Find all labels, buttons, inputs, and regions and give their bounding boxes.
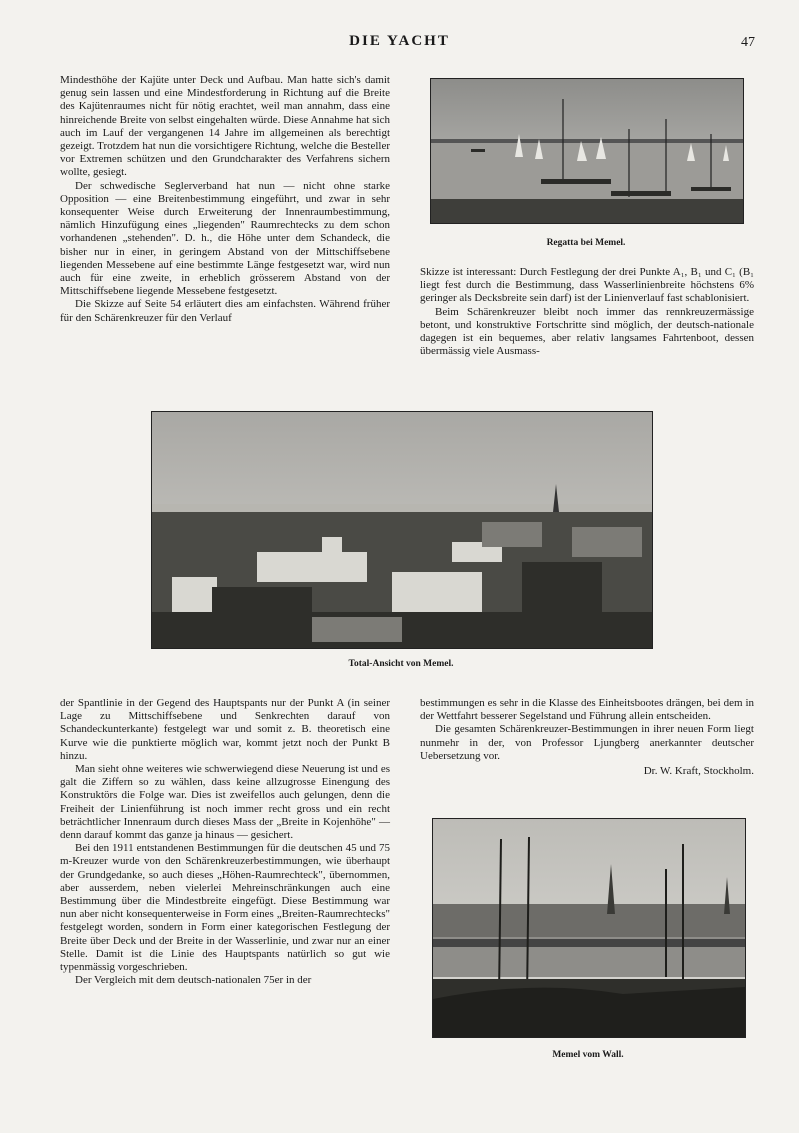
regatta-photo — [430, 78, 744, 224]
page-number: 47 — [741, 35, 755, 50]
total-view-caption: Total-Ansicht von Memel. — [348, 659, 454, 669]
paragraph: Der Vergleich mit dem deutsch-nationalen 75er in der — [75, 974, 312, 987]
memel-wall-caption: Memel vom Wall. — [552, 1050, 624, 1060]
paragraph: Die Skizze auf Seite 54 erläutert dies am einfachsten. Während früher für den Schärenkreuzer für den Verlauf — [60, 298, 390, 324]
memel-wall-photo — [432, 818, 746, 1038]
paragraph: bestimmungen es sehr in die Klasse des Einheitsbootes drängen, bei dem in der Wettfahrt besserer Segelstand und Führung allein entscheiden. — [420, 697, 754, 723]
paragraph: Skizze ist interessant: Durch Festlegung der drei Punkte A₁, B₁ und C₁ (B₁ liegt fest durch die Bestimmung, dass Wasserlinienbreite höchstens 6% geringer als Decksbreite sein darf) ist der Linienverlauf fast schablonisiert. — [420, 266, 754, 305]
paragraph: Bei den 1911 entstandenen Bestimmungen für die deutschen 45 und 75 m-Kreuzer wurde von den Schärenkreuzerbestimmungen, wie überhaupt der Grundgedanke, so auch dieses „Höhen-Raumrechteck", übernommen, aber ausserdem, neben vielerlei Mehreinschränkungen auch eine Bestimmung über die Mindestbreite eingefügt. Diese Bestimmung war nun aber nicht konsequenterweise in Form eines „Breiten-Raumrechtecks" festgelegt worden, sondern in Form einer kategorischen Festlegung der Breite über Deck und der Breite in der Wasserlinie, und zwar nur an einer Stelle. Damit ist die Linie des Hauptspants natürlich so gut wie typenmässig vorgeschrieben. — [60, 842, 390, 974]
page-header-title: DIE YACHT — [349, 33, 450, 49]
regatta-caption: Regatta bei Memel. — [546, 238, 626, 248]
left-top-column — [60, 74, 390, 325]
paragraph: Beim Schärenkreuzer bleibt noch immer das rennkreuzermässige betont, und konstruktive Fortschritte sind möglich, der deutsch-nationale dagegen ist ein bequemes, aber relativ langsames Fahrtenboot, dessen übermässig viele Ausmass- — [420, 305, 754, 358]
paragraph: Die gesamten Schärenkreuzer-Bestimmungen in ihrer neuen Form liegt nunmehr in der, von Professor Ljungberg anerkannter deutscher Uebersetzung vor. — [420, 723, 754, 762]
paragraph: Der schwedische Seglerverband hat nun — nicht ohne starke Opposition — eine Breitenbestimmung eingeführt, und zwar in sehr konsequenter Weise durch Erweiterung der Innenraumbestimmung, nämlich Hinzufügung eines „liegenden" Raumrechtecks zu dem schon vorhandenen „stehenden". D. h., die Höhe unter dem Schandeck, die bisher nur in einer, in geringem Abstand von der Mittschiffsebene liegenden Messebene auf eine bestimmte Länge festgesetzt war, wird nun auch für eine zweite, in erheblich grösserem Abstand von der Mittschiffsebene liegende Messebene festgesetzt. — [60, 179, 390, 298]
paragraph: Mindesthöhe der Kajüte unter Deck und Aufbau. Man hatte sich's damit genug sein lassen und eine Mindestforderung in Richtung auf die Breite des Kajütenraumes nicht für nötig erachtet, weil man annahm, dass eine hinreichende Breite von selbst eingehalten würde. Diese Annahme hat sich auch im Lauf der vergangenen 14 Jahre im allgemeinen als berechtigt gezeigt. Trotzdem hat nun die vorsichtigere Richtung, welche die Besteller vor Extremen schützen und den Grundcharakter des Verfahrens sichern wollte, gesiegt. — [60, 74, 390, 179]
paragraph: der Spantlinie in der Gegend des Hauptspants nur der Punkt A (in seiner Lage zu Mittschiffsebene und Senkrechten darauf von Schandeckunterkante) festgelegt war und somit z. B. theoretisch eine Kurve wie die punktierte möglich war, kommt jetzt noch der Punkt B hinzu. — [60, 697, 390, 762]
author-signature: Dr. W. Kraft, Stockholm. — [643, 765, 754, 778]
left-bottom-column — [60, 697, 390, 987]
right-bottom-column — [420, 697, 754, 778]
total-view-photo — [151, 411, 653, 649]
paragraph: Man sieht ohne weiteres wie schwerwiegend diese Neuerung ist und es galt die Ziffern so zu wählen, dass keine allzugrosse Einengung des Konstruktörs die Folge war. Dies ist zweifellos auch gelungen, denn die Freiheit der Linienführung ist noch immer recht gross und ein recht beträchtlicher Innenraum durch dieses Mass der „Breite in Kojenhöhe" — denn darauf kommt das ganze ja hinaus — gesichert. — [60, 763, 390, 842]
right-top-column — [420, 266, 754, 358]
